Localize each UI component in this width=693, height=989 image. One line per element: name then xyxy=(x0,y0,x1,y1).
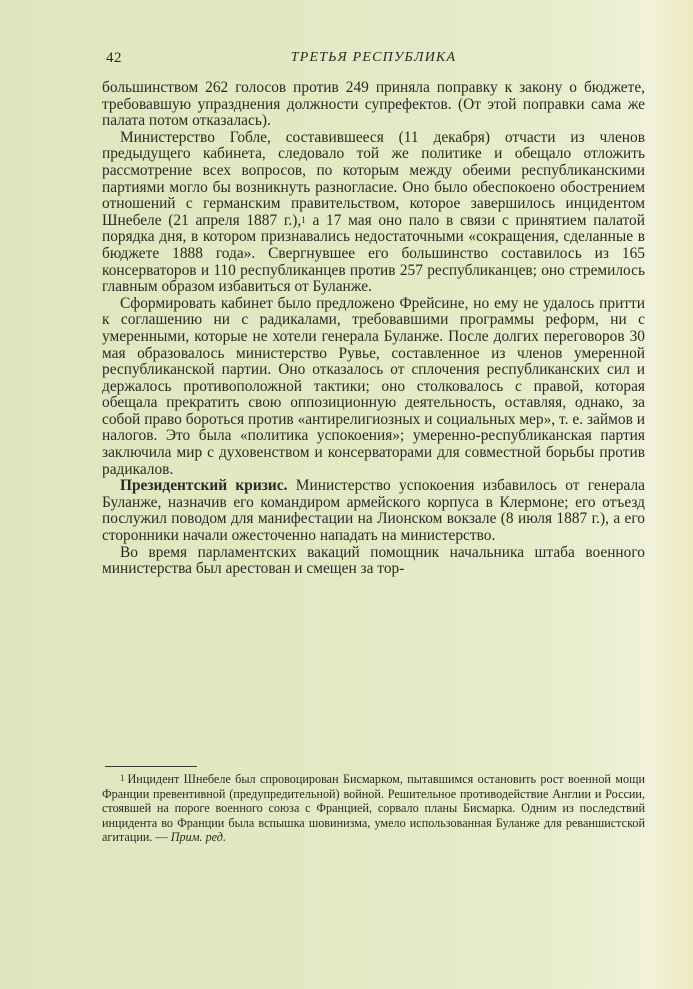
paragraph-text: Министерство Гобле, составившееся (11 декабря) отчасти из членов предыдущего кабинета, следовало той же политике и обещало отложить рассмотрение всех вопросов, по которым между обеими республиканскими партиями могло бы возникнуть разногласие. Оно было обеспокоено обострением отношений с германским правительством, которое завершилось инцидентом Шнебеле (21 апреля 1887 г.), xyxy=(102,128,645,229)
paragraph-presidential-crisis xyxy=(102,478,645,544)
page-number: 42 xyxy=(106,50,122,66)
running-title: ТРЕТЬЯ РЕСПУБЛИКА xyxy=(290,50,457,65)
book-page xyxy=(102,0,645,989)
footnote-divider xyxy=(105,766,197,767)
footnote xyxy=(102,772,645,845)
paragraph-parliamentary-recess: Во время парламентских вакаций помощник начальника штаба военного министерства был арестован и смещен за тор- xyxy=(102,543,645,578)
footnote-text: Инцидент Шнебеле был спровоцирован Бисмарком, пытавшимся остановить рост военной мощи Франции превентивной (предупредительной) войной. Решительное противодействие Англии и России, стоявшей на пороге военного союза с Францией, сорвало планы Бисмарка. Одним из последствий инцидента во Франции была вспышка шовинизма, умело использованная Буланже для реваншистской агитации. — xyxy=(102,772,645,845)
footnotes xyxy=(102,772,645,845)
paragraph-rouvier-ministry: Сформировать кабинет было предложено Фрейсине, но ему не удалось притти к соглашению ни с радикалами, требовавшими программы реформ, ни с умеренными, которые не хотели генерала Буланже. После долгих переговоров 30 мая образовалось министерство Рувье, составленное из членов умеренной республиканской партии. Оно отказалось от сплочения республиканских сил и держалось противоположной тактики; оно столковалось с правой, которая обещала прекратить свою оппозиционную деятельность, оставляя, однако, за собой право бороться против «антирелигиозных и социальных мер», т. е. займов и налогов. Это была «политика успокоения»; умеренно-республиканская партия заключила мир с духовенством и консерваторами для совместной борьбы против радикалов. xyxy=(102,294,645,478)
paragraph-continued: большинством 262 голосов против 249 приняла поправку к закону о бюджете, требовавшую упразднения должности супрефектов. (От этой поправки сама же палата потом отказалась). xyxy=(102,79,645,130)
footnote-marker: 1 xyxy=(120,773,125,783)
body-text xyxy=(102,80,645,578)
footnote-reference[interactable]: 1 xyxy=(301,214,306,225)
paragraph-text: а 17 мая оно пало в связи с принятием палатой порядка дня, в котором признавались недостаточными «сокращения, сделанные в бюджете 1888 года». Свергнувшее его большинство составилось из 165 консерваторов и 110 республиканцев против 257 республиканцев; оно стремилось главным образом избавиться от Буланже. xyxy=(102,211,645,296)
editor-note: Прим. ред. xyxy=(170,830,226,845)
page-header xyxy=(102,50,645,68)
section-heading: Президентский кризис. xyxy=(120,477,288,495)
paragraph-goblet-ministry xyxy=(102,130,645,296)
paragraph-text: Министерство успокоения избавилось от генерала Буланже, назначив его командиром армейского корпуса в Клермоне; его отъезд послужил поводом для манифестации на Лионском вокзале (8 июля 1887 г.), а его сторонники начали ожесточенно нападать на министерство. xyxy=(102,477,645,545)
